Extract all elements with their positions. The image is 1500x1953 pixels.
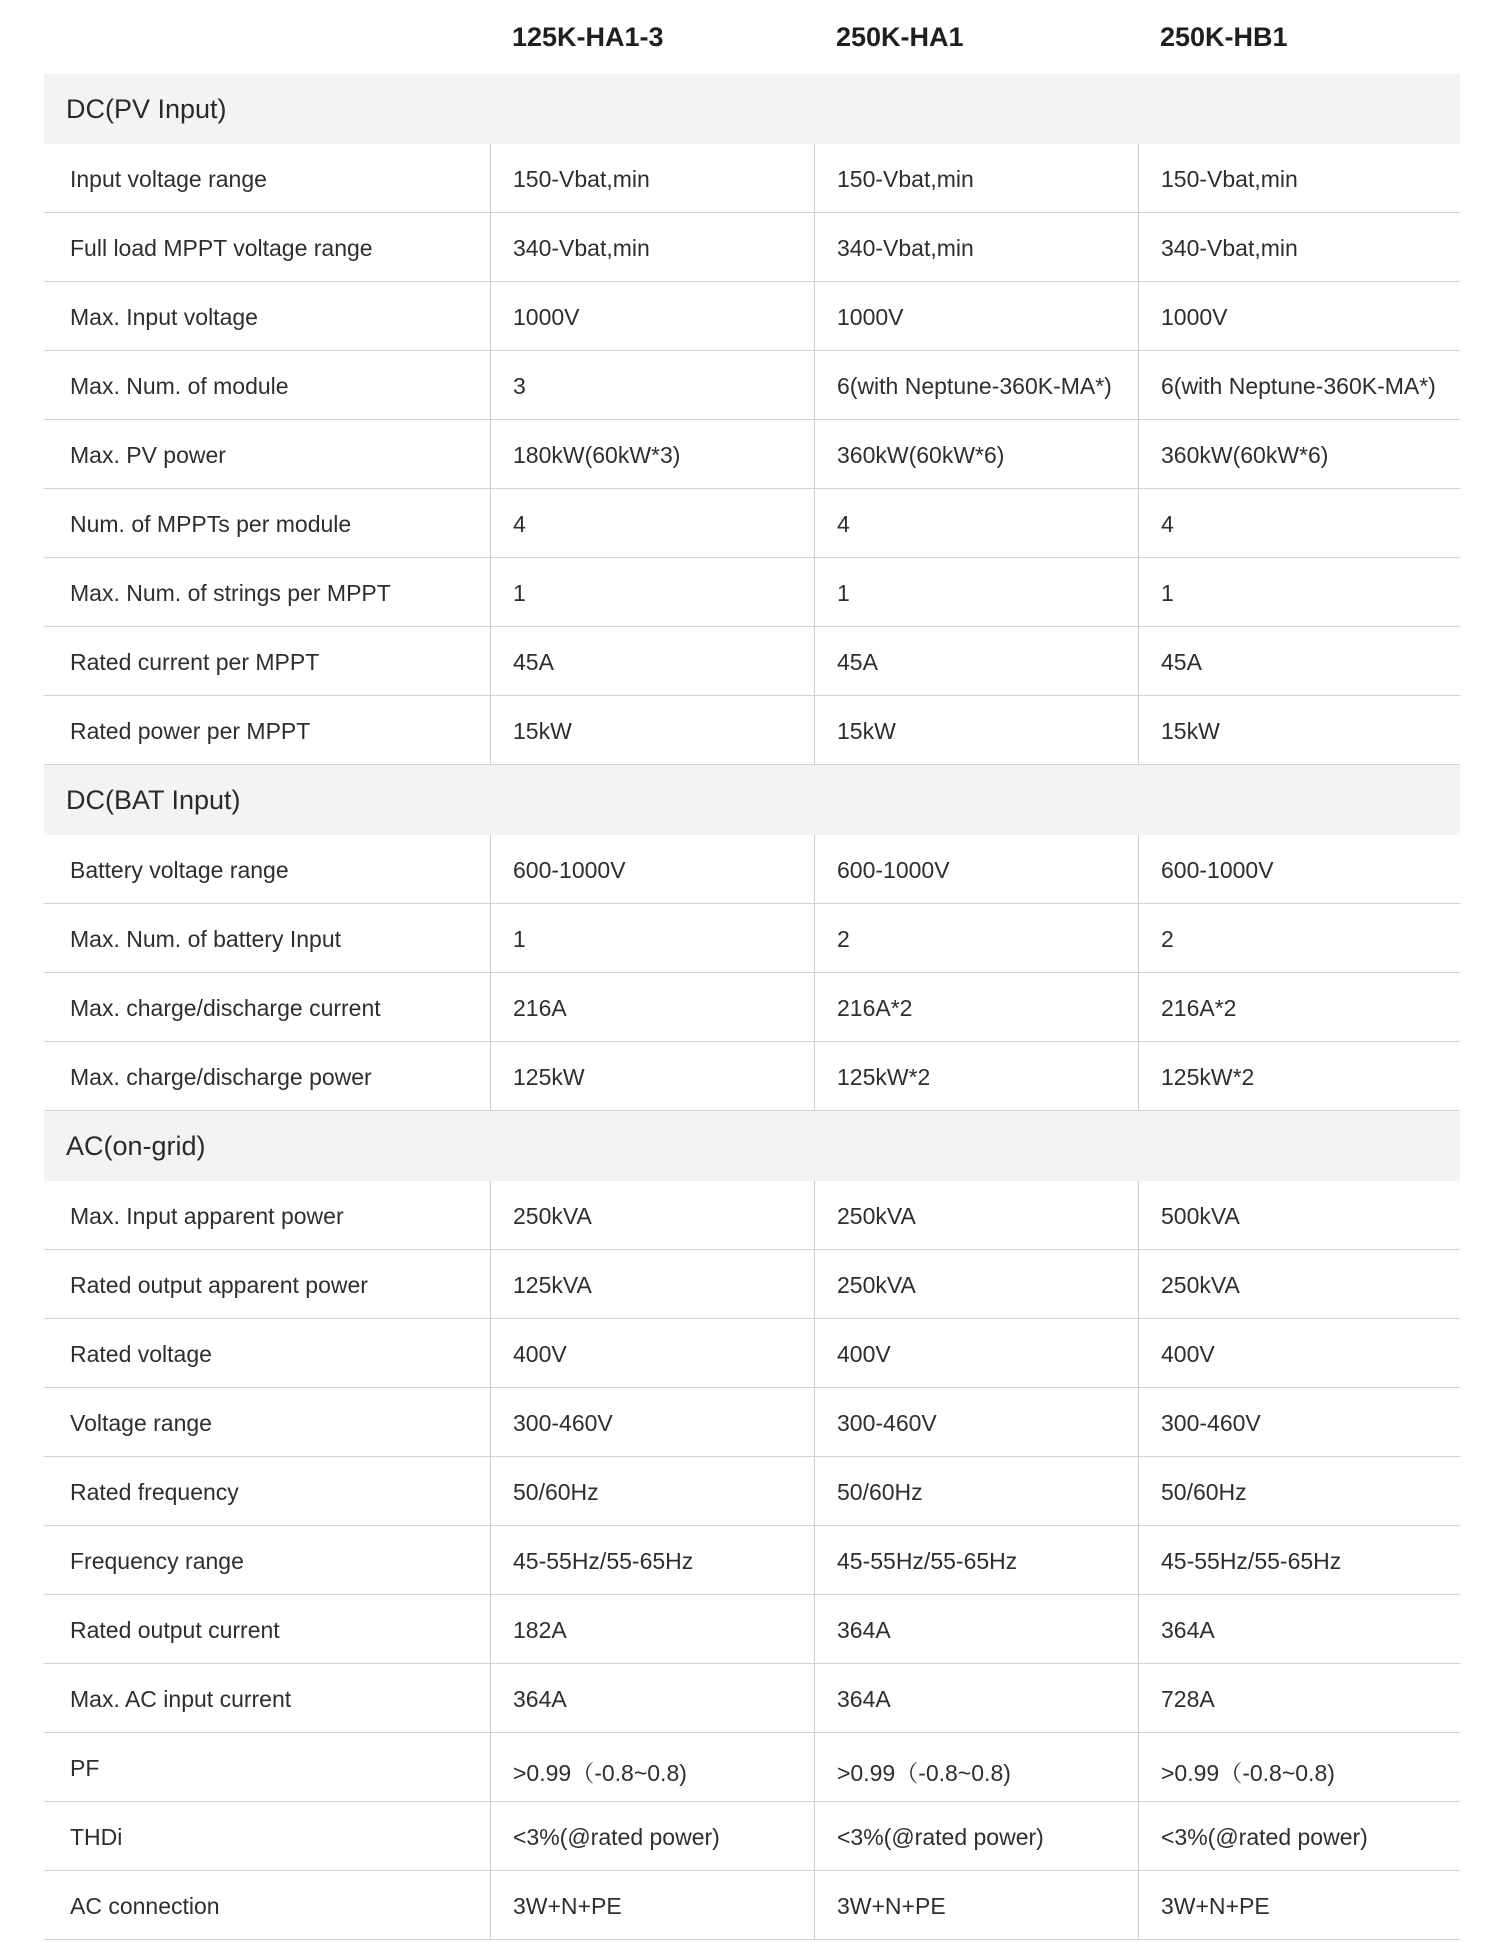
table-row (44, 1457, 1460, 1526)
table-row (44, 1595, 1460, 1664)
table-cell: 45A (490, 627, 814, 695)
column-header-125k-ha1-3: 125K-HA1-3 (512, 22, 664, 52)
row-label: Max. PV power (70, 442, 226, 468)
table-row (44, 1042, 1460, 1111)
table-cell: 6(with Neptune-360K-MA*) (1138, 351, 1460, 419)
section-header (44, 765, 1460, 835)
table-cell: 6(with Neptune-360K-MA*) (814, 351, 1138, 419)
table-cell: 2 (1138, 904, 1460, 972)
table-cell: 364A (814, 1664, 1138, 1732)
table-cell: 4 (814, 489, 1138, 557)
row-label: Rated output apparent power (70, 1272, 368, 1298)
table-row (44, 835, 1460, 904)
table-row (44, 904, 1460, 973)
table-cell: >0.99（-0.8~0.8) (490, 1733, 814, 1801)
table-cell: 1000V (490, 282, 814, 350)
row-label: Rated output current (70, 1617, 280, 1643)
table-cell: 50/60Hz (814, 1457, 1138, 1525)
table-cell: 250kVA (814, 1181, 1138, 1249)
table-row (44, 558, 1460, 627)
table-cell: 400V (490, 1319, 814, 1387)
table-body (44, 74, 1460, 1940)
table-cell: 250kVA (1138, 1250, 1460, 1318)
table-cell: 2 (814, 904, 1138, 972)
row-label: Rated frequency (70, 1479, 239, 1505)
table-cell: 50/60Hz (490, 1457, 814, 1525)
table-cell: 400V (1138, 1319, 1460, 1387)
table-cell: 400V (814, 1319, 1138, 1387)
table-cell: 1000V (1138, 282, 1460, 350)
table-cell: 125kVA (490, 1250, 814, 1318)
table-row (44, 1319, 1460, 1388)
table-row (44, 144, 1460, 213)
table-cell: 600-1000V (814, 835, 1138, 903)
row-label: Full load MPPT voltage range (70, 235, 373, 261)
table-cell: 45A (814, 627, 1138, 695)
row-label: Frequency range (70, 1548, 244, 1574)
table-row (44, 420, 1460, 489)
table-cell: 3W+N+PE (1138, 1871, 1460, 1939)
column-header-250k-hb1: 250K-HB1 (1160, 22, 1288, 52)
table-cell: 216A*2 (814, 973, 1138, 1041)
section-title: AC(on-grid) (66, 1131, 206, 1161)
table-cell: 3W+N+PE (490, 1871, 814, 1939)
table-row (44, 213, 1460, 282)
table-cell: 250kVA (814, 1250, 1138, 1318)
table-cell: 1 (490, 558, 814, 626)
table-cell: <3%(@rated power) (814, 1802, 1138, 1870)
section-title: DC(BAT Input) (66, 785, 241, 815)
row-label: Rated voltage (70, 1341, 212, 1367)
row-label: Max. Num. of battery Input (70, 926, 342, 952)
column-header-250k-ha1: 250K-HA1 (836, 22, 964, 52)
table-row (44, 489, 1460, 558)
table-cell: 364A (1138, 1595, 1460, 1663)
table-cell: 250kVA (490, 1181, 814, 1249)
table-cell: 45-55Hz/55-65Hz (1138, 1526, 1460, 1594)
row-label: Max. Num. of module (70, 373, 289, 399)
table-row (44, 1733, 1460, 1802)
table-cell: 3W+N+PE (814, 1871, 1138, 1939)
table-cell: 728A (1138, 1664, 1460, 1732)
table-cell: 15kW (1138, 696, 1460, 764)
row-label: Max. Num. of strings per MPPT (70, 580, 391, 606)
table-cell: 150-Vbat,min (814, 144, 1138, 212)
table-row (44, 1802, 1460, 1871)
table-row (44, 1181, 1460, 1250)
table-cell: >0.99（-0.8~0.8) (814, 1733, 1138, 1801)
row-label: Max. AC input current (70, 1686, 292, 1712)
table-row (44, 696, 1460, 765)
row-label: AC connection (70, 1893, 220, 1919)
row-label: Input voltage range (70, 166, 267, 192)
table-cell: 4 (1138, 489, 1460, 557)
table-cell: 182A (490, 1595, 814, 1663)
table-row (44, 1871, 1460, 1940)
table-row (44, 1526, 1460, 1595)
table-cell: >0.99（-0.8~0.8) (1138, 1733, 1460, 1801)
row-label: Max. charge/discharge current (70, 995, 381, 1021)
table-cell: 360kW(60kW*6) (814, 420, 1138, 488)
table-cell: <3%(@rated power) (1138, 1802, 1460, 1870)
table-cell: <3%(@rated power) (490, 1802, 814, 1870)
table-cell: 150-Vbat,min (490, 144, 814, 212)
table-cell: 1000V (814, 282, 1138, 350)
table-cell: 340-Vbat,min (814, 213, 1138, 281)
table-cell: 300-460V (814, 1388, 1138, 1456)
row-label: PF (70, 1755, 100, 1781)
table-cell: 15kW (490, 696, 814, 764)
table-cell: 600-1000V (1138, 835, 1460, 903)
table-row (44, 351, 1460, 420)
table-cell: 125kW*2 (814, 1042, 1138, 1110)
row-label: Max. Input voltage (70, 304, 258, 330)
section-title: DC(PV Input) (66, 94, 227, 124)
table-cell: 3 (490, 351, 814, 419)
table-row (44, 973, 1460, 1042)
table-cell: 15kW (814, 696, 1138, 764)
row-label: Rated power per MPPT (70, 718, 311, 744)
table-cell: 500kVA (1138, 1181, 1460, 1249)
table-cell: 300-460V (490, 1388, 814, 1456)
row-label: Max. charge/discharge power (70, 1064, 372, 1090)
section-header (44, 74, 1460, 144)
table-cell: 45-55Hz/55-65Hz (814, 1526, 1138, 1594)
table-cell: 300-460V (1138, 1388, 1460, 1456)
row-label: THDi (70, 1824, 123, 1850)
table-cell: 600-1000V (490, 835, 814, 903)
table-row (44, 1664, 1460, 1733)
table-cell: 125kW*2 (1138, 1042, 1460, 1110)
table-cell: 1 (814, 558, 1138, 626)
row-label: Num. of MPPTs per module (70, 511, 352, 537)
table-cell: 340-Vbat,min (1138, 213, 1460, 281)
table-cell: 1 (1138, 558, 1460, 626)
section-header (44, 1111, 1460, 1181)
table-cell: 340-Vbat,min (490, 213, 814, 281)
table-cell: 216A (490, 973, 814, 1041)
row-label: Rated current per MPPT (70, 649, 320, 675)
spec-table (44, 0, 1460, 1940)
table-cell: 4 (490, 489, 814, 557)
table-cell: 216A*2 (1138, 973, 1460, 1041)
table-cell: 1 (490, 904, 814, 972)
table-cell: 45A (1138, 627, 1460, 695)
table-cell: 360kW(60kW*6) (1138, 420, 1460, 488)
table-cell: 364A (814, 1595, 1138, 1663)
table-row (44, 282, 1460, 351)
row-label: Max. Input apparent power (70, 1203, 344, 1229)
table-cell: 150-Vbat,min (1138, 144, 1460, 212)
table-header (44, 0, 1460, 74)
table-cell: 180kW(60kW*3) (490, 420, 814, 488)
table-cell: 50/60Hz (1138, 1457, 1460, 1525)
table-cell: 364A (490, 1664, 814, 1732)
row-label: Voltage range (70, 1410, 212, 1436)
table-row (44, 627, 1460, 696)
table-row (44, 1250, 1460, 1319)
row-label: Battery voltage range (70, 857, 289, 883)
table-cell: 45-55Hz/55-65Hz (490, 1526, 814, 1594)
table-row (44, 1388, 1460, 1457)
table-cell: 125kW (490, 1042, 814, 1110)
